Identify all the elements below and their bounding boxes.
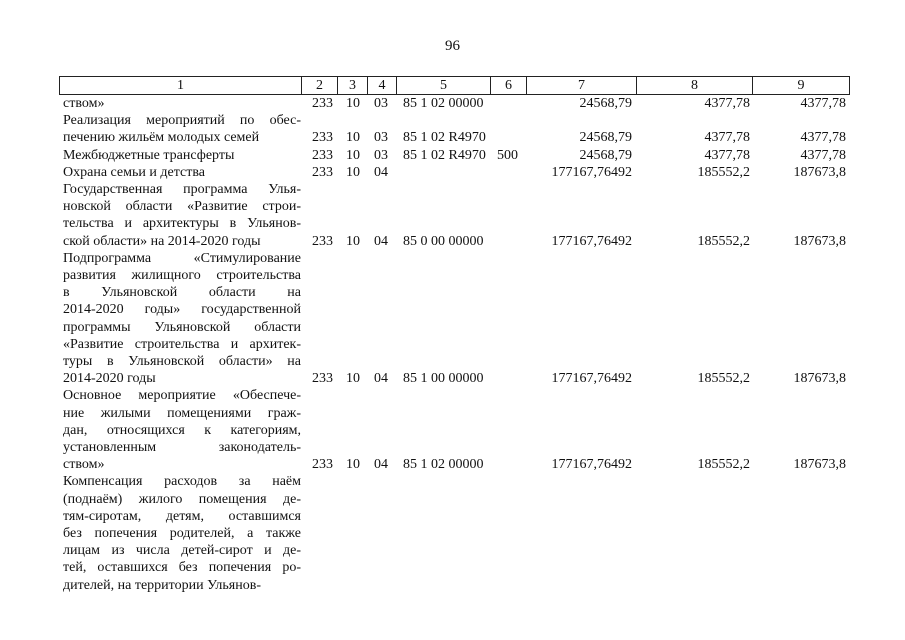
- description-line: установленным законодатель-: [63, 440, 301, 455]
- header-col-5: 5: [440, 78, 447, 93]
- description-line: развития жилищного строительства: [63, 268, 301, 283]
- description-line: Межбюджетные трансферты: [63, 147, 235, 163]
- description-line: дан, относящихся к категориям,: [63, 422, 301, 438]
- table-row: [0, 95, 905, 112]
- cell-c5: 85 1 02 00000: [403, 96, 484, 111]
- header-col-9: 9: [797, 78, 805, 93]
- description-line: ством»: [63, 96, 105, 111]
- description-line: Компенсация расходов за наём: [63, 474, 301, 490]
- cell-c5: 85 1 02 R4970: [403, 130, 486, 146]
- description-line: новской области «Развитие строи-: [63, 199, 301, 215]
- cell-c2: 233: [312, 130, 333, 146]
- row-description: [63, 95, 301, 112]
- description-line: Реализация мероприятий по обес-: [63, 113, 301, 129]
- description-line: Основное мероприятие «Обеспече-: [63, 388, 301, 404]
- description-line: печению жильём молодых семей: [63, 130, 260, 146]
- cell-c4: 04: [374, 371, 388, 387]
- cell-c5: 85 1 00 00000: [403, 371, 484, 387]
- cell-c9: 187673,8: [793, 164, 846, 180]
- cell-c9: 187673,8: [793, 457, 846, 473]
- cell-c8: 185552,2: [697, 371, 750, 387]
- header-col-1: 1: [177, 78, 184, 93]
- table-row: [0, 250, 905, 388]
- description-line: без попечения родителей, а также: [63, 526, 301, 541]
- cell-c7: 24568,79: [579, 130, 632, 146]
- cell-c4: 04: [374, 233, 388, 249]
- cell-c8: 185552,2: [697, 233, 750, 249]
- cell-c4: 04: [374, 164, 388, 180]
- description-line: ской области» на 2014-2020 годы: [63, 233, 261, 249]
- cell-c6: 500: [497, 147, 518, 163]
- table-row: [0, 473, 905, 593]
- description-line: лицам из числа детей-сирот и де-: [63, 543, 301, 559]
- header-col-3: 3: [349, 78, 356, 93]
- cell-c4: 03: [374, 130, 388, 146]
- cell-c8: 4377,78: [704, 96, 750, 111]
- description-line: тельства и архитектуры в Ульянов-: [63, 216, 301, 232]
- row-description: [63, 112, 301, 146]
- cell-c8: 4377,78: [704, 147, 750, 163]
- cell-c9: 4377,78: [800, 130, 846, 146]
- cell-c3: 10: [346, 233, 360, 249]
- cell-c2: 233: [312, 96, 333, 111]
- cell-c5: 85 1 02 R4970: [403, 147, 486, 163]
- header-col-7: 7: [578, 78, 585, 93]
- row-description: [63, 473, 301, 593]
- description-line: (поднаём) жилого помещения де-: [63, 491, 301, 507]
- header-col-8: 8: [691, 78, 698, 93]
- cell-c3: 10: [346, 130, 360, 146]
- cell-c4: 03: [374, 147, 388, 163]
- cell-c9: 187673,8: [793, 233, 846, 249]
- cell-c3: 10: [346, 164, 360, 180]
- cell-c8: 4377,78: [704, 130, 750, 146]
- cell-c2: 233: [312, 457, 333, 473]
- page-number: 96: [445, 38, 460, 54]
- cell-c2: 233: [312, 371, 333, 387]
- description-line: 2014-2020 годы: [63, 371, 156, 387]
- description-line: тей, оставшихся без попечения ро-: [63, 560, 301, 576]
- description-line: Охрана семьи и детства: [63, 164, 205, 180]
- cell-c3: 10: [346, 457, 360, 473]
- cell-c9: 187673,8: [793, 371, 846, 387]
- description-line: туры в Ульяновской области» на: [63, 354, 301, 370]
- cell-c7: 24568,79: [579, 96, 632, 111]
- description-line: ством»: [63, 457, 105, 473]
- row-description: [63, 387, 301, 473]
- cell-c4: 03: [374, 96, 388, 111]
- description-line: Государственная программа Улья-: [63, 182, 301, 197]
- description-line: программы Ульяновской области: [63, 319, 301, 335]
- header-col-4: 4: [378, 78, 386, 93]
- description-line: в Ульяновской области на: [63, 285, 301, 301]
- cell-c3: 10: [346, 96, 360, 111]
- row-description: [63, 147, 301, 164]
- cell-c7: 177167,76492: [551, 164, 632, 180]
- description-line: дителей, на территории Ульянов-: [63, 577, 261, 593]
- cell-c9: 4377,78: [800, 96, 846, 111]
- cell-c7: 177167,76492: [551, 233, 632, 249]
- description-line: «Развитие строительства и архитек-: [63, 336, 301, 352]
- cell-c8: 185552,2: [697, 457, 750, 473]
- description-line: 2014-2020 годы» государственной: [63, 302, 301, 318]
- cell-c4: 04: [374, 457, 388, 473]
- cell-c2: 233: [312, 147, 333, 163]
- header-col-6: 6: [505, 78, 512, 93]
- cell-c2: 233: [312, 233, 333, 249]
- table-row: [0, 164, 905, 181]
- row-description: [63, 181, 301, 250]
- cell-c3: 10: [346, 147, 360, 163]
- cell-c8: 185552,2: [697, 164, 750, 180]
- table-row: [0, 112, 905, 146]
- description-line: Подпрограмма «Стимулирование: [63, 250, 301, 266]
- cell-c2: 233: [312, 164, 333, 180]
- cell-c5: 85 1 02 00000: [403, 457, 484, 473]
- cell-c7: 177167,76492: [551, 457, 632, 473]
- description-line: тям-сиротам, детям, оставшимся: [63, 508, 301, 524]
- header-col-2: 2: [316, 78, 323, 93]
- description-line: ние жилыми помещениями граж-: [63, 405, 301, 421]
- cell-c3: 10: [346, 371, 360, 387]
- cell-c5: 85 0 00 00000: [403, 233, 484, 249]
- table-row: [0, 387, 905, 473]
- table-row: [0, 147, 905, 164]
- cell-c9: 4377,78: [800, 147, 846, 163]
- cell-c7: 177167,76492: [551, 371, 632, 387]
- table-row: [0, 181, 905, 250]
- row-description: [63, 250, 301, 388]
- row-description: [63, 164, 301, 181]
- cell-c7: 24568,79: [579, 147, 632, 163]
